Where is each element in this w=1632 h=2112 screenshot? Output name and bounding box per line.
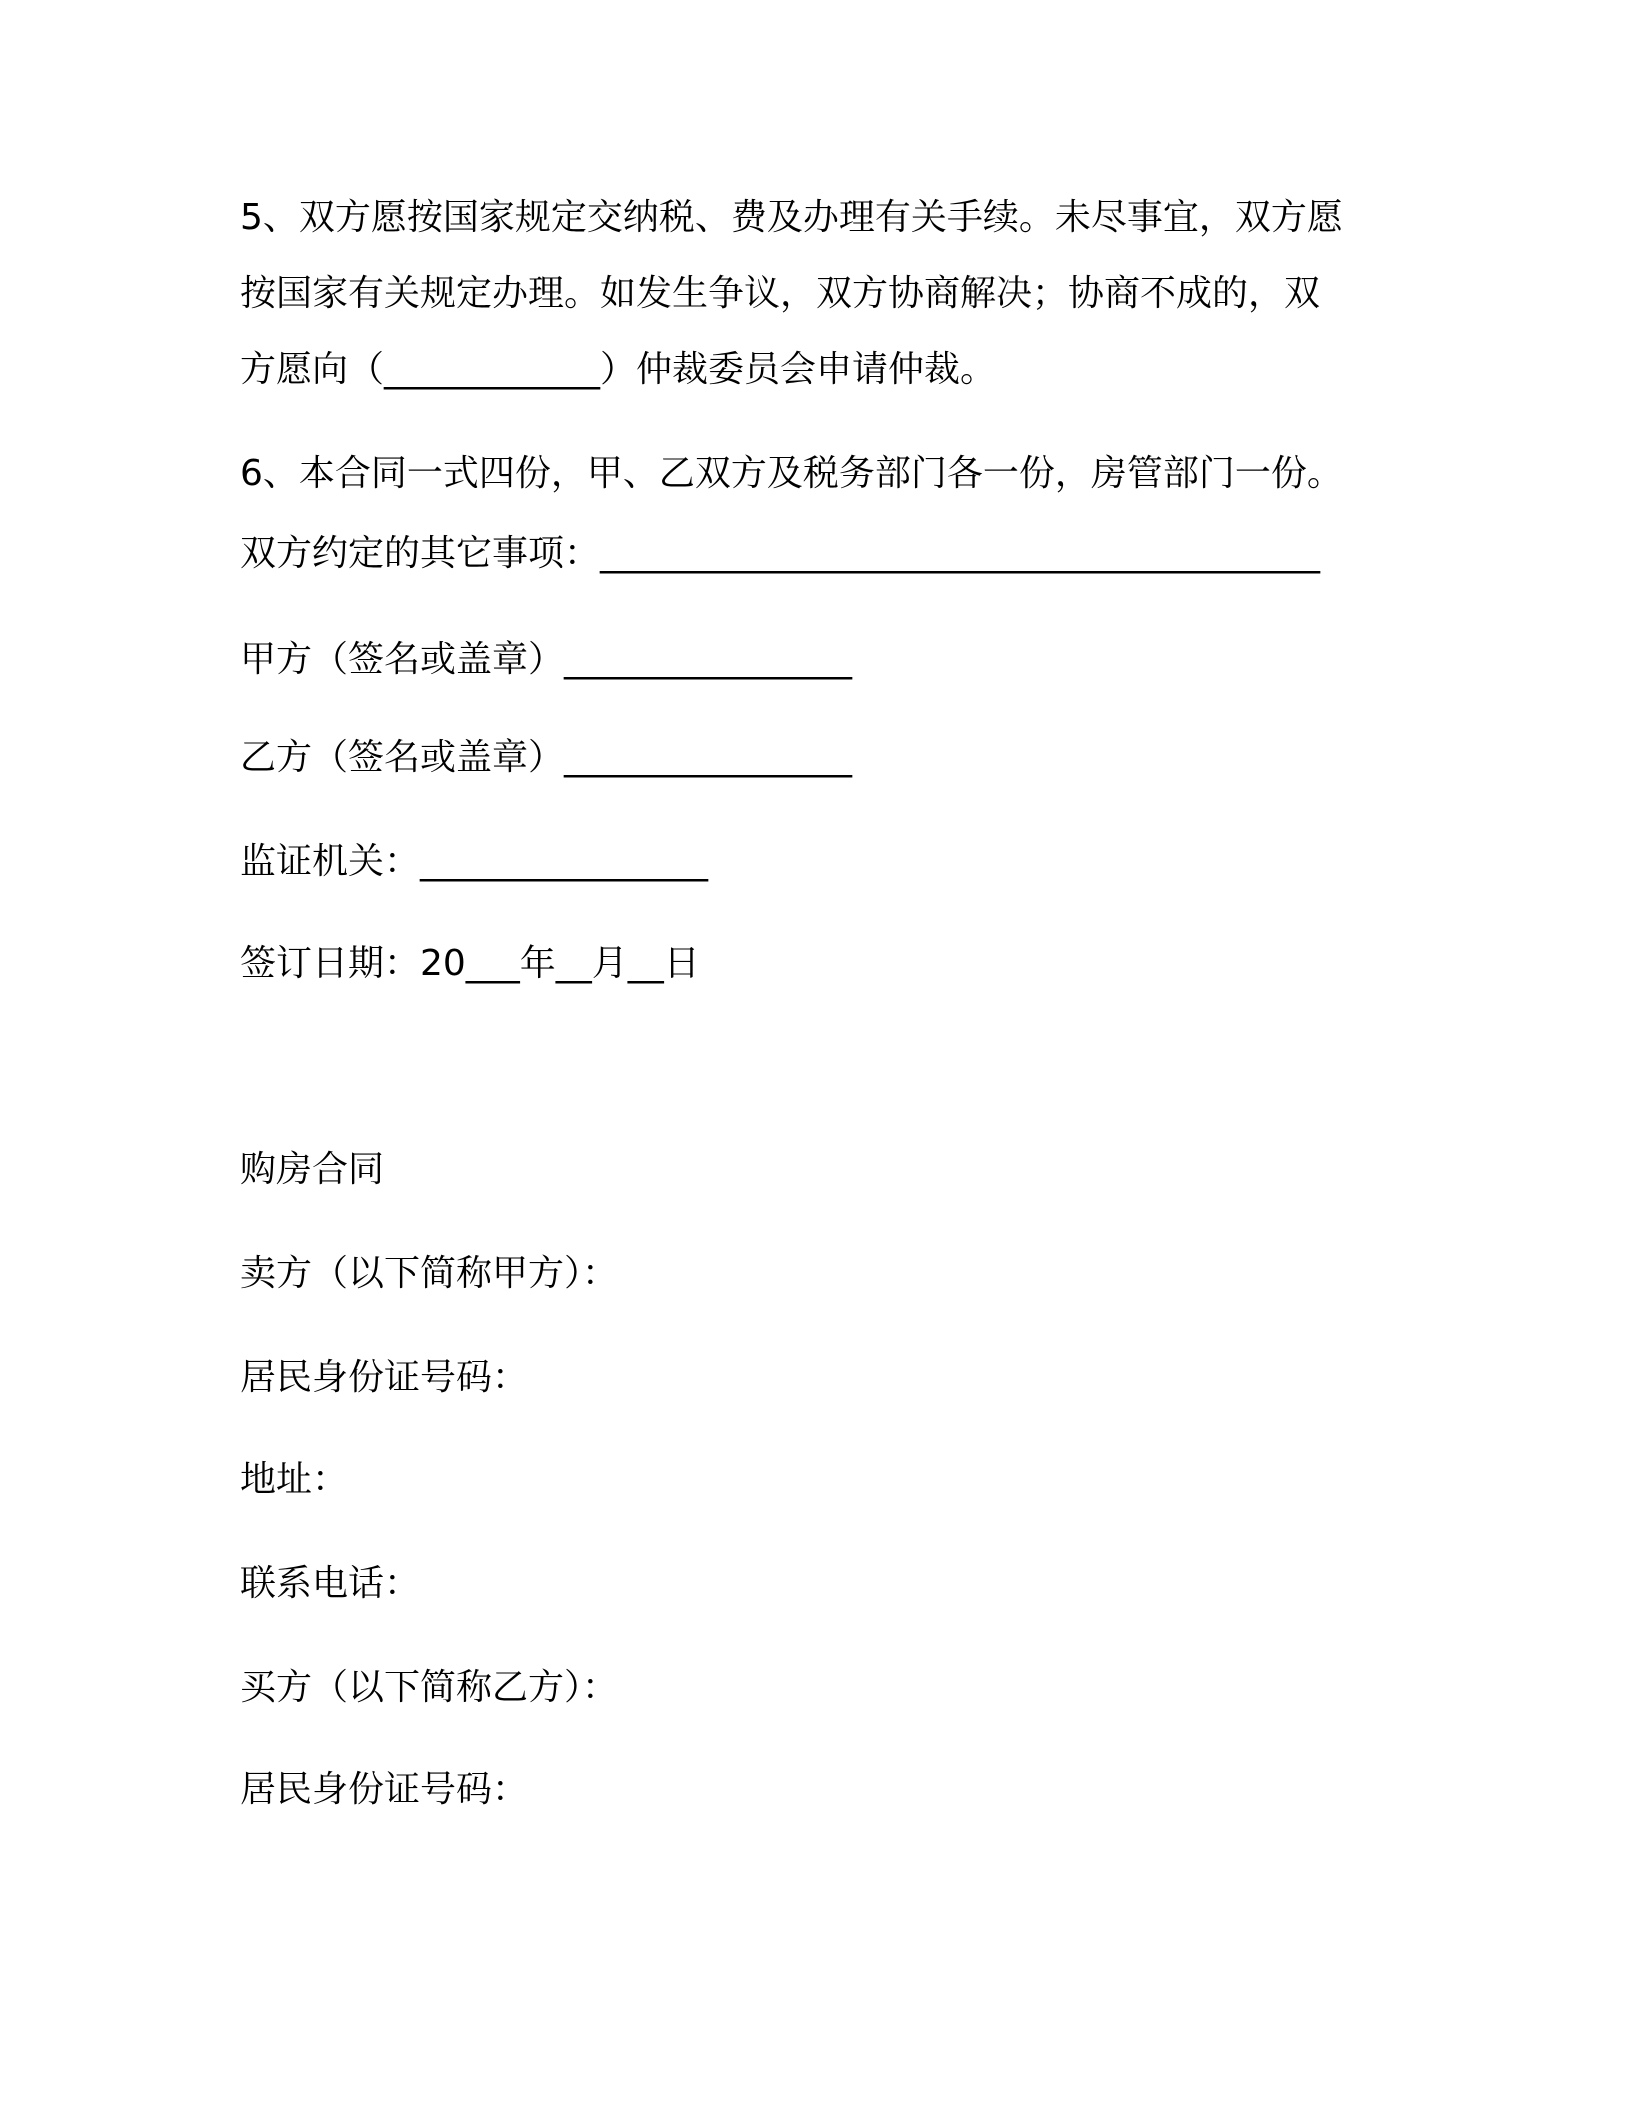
seller-field: 卖方（以下简称甲方）： [240,1253,619,1294]
clause-5-line-1: 5、双方愿按国家规定交纳税、费及办理有关手续。未尽事宜，双方愿 [240,197,1343,238]
clause-5-line-2: 按国家有关规定办理。如发生争议，双方协商解决；协商不成的，双 [240,273,1321,314]
buyer-field: 买方（以下简称乙方）： [240,1667,619,1708]
buyer-id-field: 居民身份证号码： [240,1769,529,1810]
clause-5-line-3: 方愿向（____________）仲裁委员会申请仲裁。 [240,349,997,390]
phone-field: 联系电话： [240,1563,421,1604]
party-a-signature: 甲方（签名或盖章）________________ [240,639,853,680]
clause-6-line-1: 6、本合同一式四份，甲、乙双方及税务部门各一份，房管部门一份。 [240,453,1343,494]
party-b-signature: 乙方（签名或盖章）________________ [240,737,853,778]
contract-title: 购房合同 [240,1149,385,1190]
address-field: 地址： [240,1459,349,1500]
signing-date: 签订日期：20___年__月__日 [240,943,700,984]
other-matters-line: 双方约定的其它事项：________________________________________ [240,533,1321,574]
notary-authority: 监证机关：________________ [240,841,709,882]
seller-id-field: 居民身份证号码： [240,1357,529,1398]
